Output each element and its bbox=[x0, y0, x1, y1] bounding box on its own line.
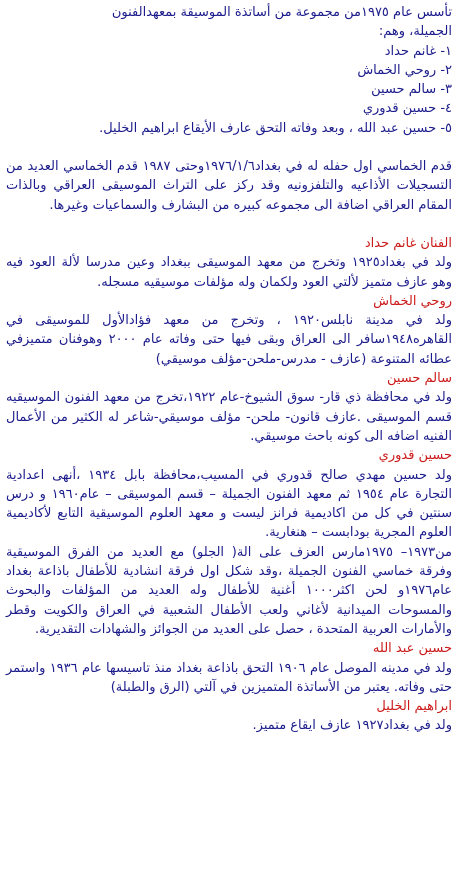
artist-section bbox=[6, 369, 452, 446]
artist-name: ابراهيم الخليل bbox=[376, 699, 452, 715]
history-paragraph: قدم الخماسي اول حفله له في بغداد١٩٧٦/١/٦وحتى ١٩٨٧ قدم الخماسي العديد من التسجيلات الأذاعيه والتلفزونيه وقد ركز على التراث الموسيقى العراقي وبالذات المقام العراقي اضافة الى مجموعه كبيره من البشارف والسماعيات وغيرها. bbox=[6, 159, 452, 213]
artist-bio: من١٩٧٣– ١٩٧٥مارس العزف على الة( الجلو) مع العديد من الفرق الموسيقية وفرقة خماسي الفنون الجميلة ،وقد شكل اول فرقة انشادية للأطفال باذاعة بغداد عام١٩٧٦و لحن اكثر١٠٠٠ أغنية للأطفال وله العديد من المؤلفات والبحوث والمسوحات الميدانية لأغاني ولعب الأطفال الشعبية في العراق والكويت وقطر والأمارات العربية المتحدة ، حصل على العديد من الجوائز والشهادات التقديرية. bbox=[6, 544, 452, 637]
artist-name: الفنان غانم حداد bbox=[364, 235, 452, 251]
artist-section bbox=[6, 292, 452, 369]
artist-bio: ولد في مدينه الموصل عام ١٩٠٦ التحق باذاعة بغداد منذ تاسيسها عام ١٩٣٦ واستمر حتى وفاته. يعتبر من الأساتذة المتميزين في آلتي (الرق والطبلة) bbox=[6, 660, 452, 695]
artist-name: سالم حسين bbox=[386, 371, 452, 387]
members-list bbox=[6, 42, 452, 138]
artist-bio: ولد في مدينة نابلس١٩٢٠ ، وتخرج من معهد فؤادالأول للموسيقى في القاهره١٩٤٨سافر الى العراق وبقى فيها حتى وفاته عام ٢٠٠٠ وهوفنان متميزفي عطائه المتنوعة (عازف - مدرس-ملحن-مؤلف موسيقي) bbox=[6, 313, 452, 367]
artist-section bbox=[6, 697, 452, 736]
spacer bbox=[6, 215, 452, 234]
artist-name: حسين عبد الله bbox=[372, 641, 452, 657]
artist-bio: ولد حسين مهدي صالح قدوري في المسيب،محافظة بابل ١٩٣٤ ،أنهى اعدادية التجارة عام ١٩٥٤ ثم معهد الفنون الجميلة – قسم الموسيقى – عام١٩٦٠ و درس سنتين في كل من اكاديمية فرانز ليست و معهد العلوم الموسيقية التابع لأكاديمية العلوم المجرية بودابست – هنغارية. bbox=[6, 467, 453, 541]
spacer bbox=[6, 138, 452, 157]
artists-section bbox=[6, 234, 452, 736]
artist-section bbox=[6, 446, 452, 639]
intro bbox=[6, 3, 452, 42]
artist-section bbox=[6, 234, 452, 292]
artist-bio: ولد في بغداد١٩٢٥ وتخرج من معهد الموسيقى ببغداد وعين مدرسا لألة العود فيه وهو عازف متميز لألتي العود ولكمان وله مؤلفات موسيقيه مسجله. bbox=[6, 255, 452, 290]
artist-name: حسين قدوري bbox=[378, 448, 452, 464]
member-item: ٢- روحي الخماش bbox=[357, 62, 452, 78]
member-item: ١- غانم حداد bbox=[384, 43, 452, 59]
member-item: ٥- حسين عبد الله ، وبعد وفاته التحق عارف الأيقاع ابراهيم الخليل. bbox=[99, 120, 452, 136]
artist-bio: ولد في محافظة ذي قار- سوق الشيوخ-عام ١٩٢٢،تخرج من معهد الفنون الموسيقيه قسم الموسيقى .عازف قانون- ملحن- مؤلف موسيقي-شاعر له الكثير من الأعمال الفنيه اضافه الى كونه باحث موسيقي. bbox=[6, 390, 452, 444]
member-item: ٤- حسين قدوري bbox=[362, 101, 452, 117]
intro-line-1: تأسس عام ١٩٧٥من مجموعة من أساتذة الموسيقة بمعهدالفنون bbox=[111, 5, 452, 20]
intro-line-2: الجميلة، وهم: bbox=[378, 24, 452, 40]
artist-bio: ولد في بغداد١٩٢٧ عازف ايقاع متميز. bbox=[252, 718, 452, 734]
artist-section bbox=[6, 639, 452, 697]
artist-name: روحي الخماش bbox=[373, 293, 452, 309]
member-item: ٣- سالم حسين bbox=[371, 82, 452, 98]
